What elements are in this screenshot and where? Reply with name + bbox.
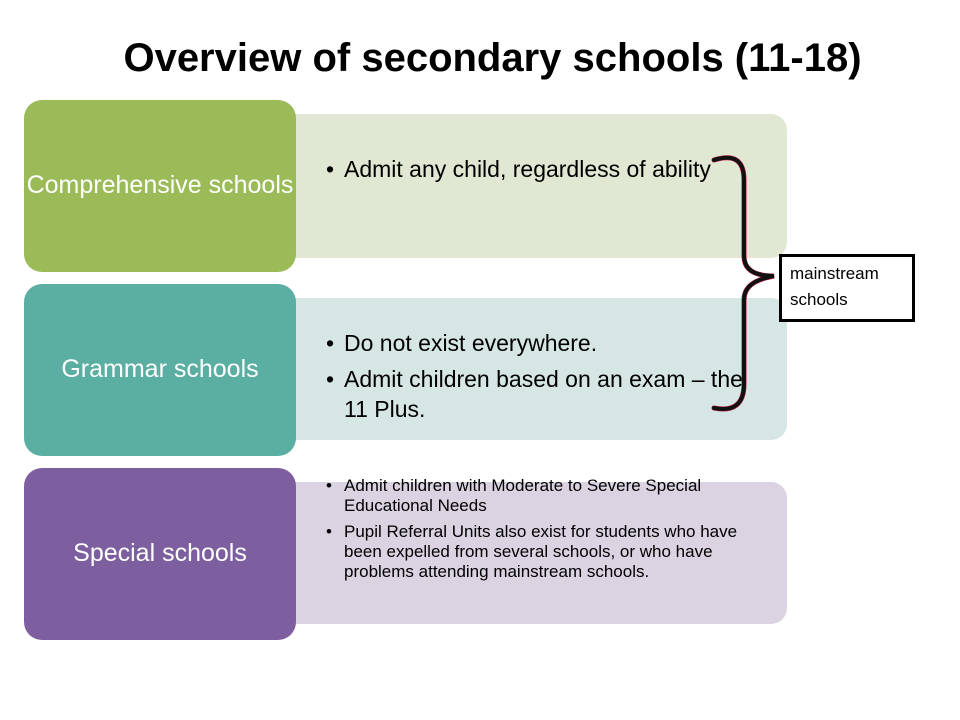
grammar-schools-bullets: [326, 328, 746, 430]
mainstream-schools-callout: mainstream schools: [779, 254, 915, 322]
special-schools-label: Special schools: [73, 539, 247, 568]
bullet-item: • Admit children with Moderate to Severe Special Educational Needs: [326, 476, 766, 516]
grammar-schools-label: Grammar schools: [61, 355, 259, 384]
bullet-item: • Pupil Referral Units also exist for students who have been expelled from several schools, or who have problems attending mainstream schools.: [326, 522, 766, 582]
comprehensive-schools-bullets: [326, 154, 756, 184]
special-schools-bullets: [326, 476, 766, 588]
bullet-item: • Admit any child, regardless of ability: [326, 154, 756, 184]
mainstream-bracket: [700, 150, 790, 420]
bullet-item: • Admit children based on an exam – the 11 Plus.: [326, 364, 746, 424]
comprehensive-schools-label-box: [24, 100, 296, 272]
bullet-item: • Do not exist everywhere.: [326, 328, 746, 358]
comprehensive-schools-label: Comprehensive schools: [26, 171, 294, 200]
special-schools-label-box: [24, 468, 296, 640]
slide-title: Overview of secondary schools (11-18): [123, 36, 862, 80]
grammar-schools-label-box: [24, 284, 296, 456]
special-schools-description: [270, 476, 787, 624]
